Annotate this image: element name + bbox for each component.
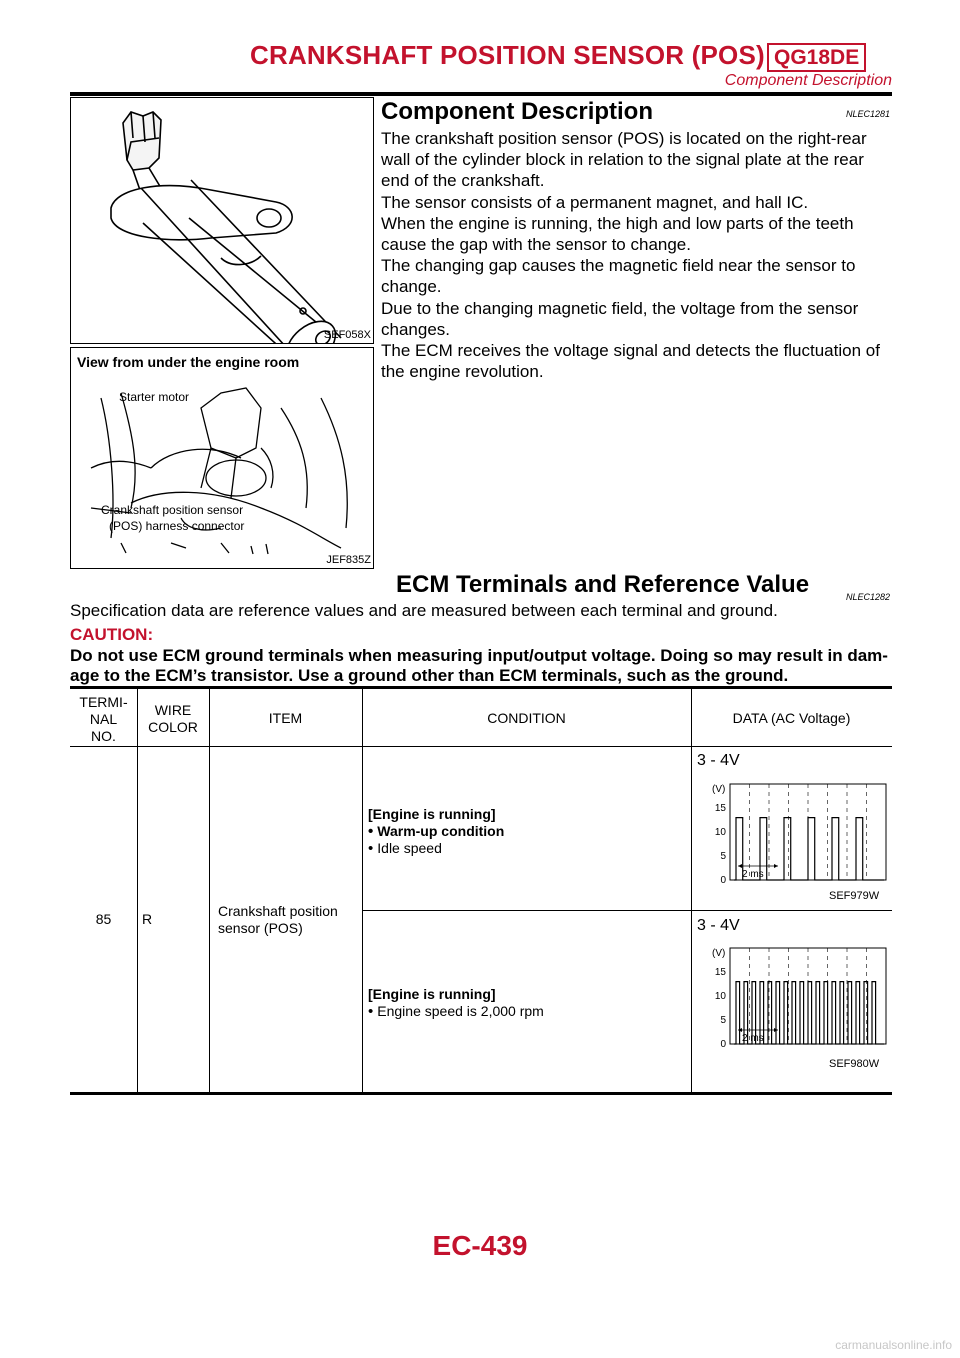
description-body (381, 128, 893, 382)
condition-bullet: • Engine speed is 2,000 rpm (368, 1003, 686, 1020)
description-paragraph: The sensor consists of a permanent magnet, and hall IC. (381, 192, 809, 212)
axis-tick-label: 5 (720, 851, 726, 862)
description-paragraph: Due to the changing magnetic field, the voltage from the sensor changes. (381, 298, 859, 339)
wire-color: R (142, 911, 153, 927)
axis-tick-label: 15 (714, 803, 726, 814)
watermark: carmanualsonline.info (835, 1338, 952, 1352)
header-wire-color: WIRE COLOR (148, 702, 198, 735)
engine-room-illustration (71, 348, 373, 568)
component-description-heading: Component Description (381, 98, 654, 125)
condition-title: [Engine is running] (368, 986, 496, 1002)
table-top-rule (70, 686, 892, 689)
oscilloscope-idle (700, 776, 890, 886)
item-name: Crankshaft position sensor (POS) (218, 903, 338, 936)
section-subtitle: Component Description (724, 72, 892, 89)
axis-tick-label: 5 (720, 1015, 726, 1026)
oscilloscope-2000rpm (700, 940, 890, 1050)
table-column-divider (137, 689, 138, 1092)
ecm-section-heading: ECM Terminals and Reference Value (396, 571, 810, 598)
table-column-divider (691, 689, 692, 1092)
page-number: EC-439 (432, 1230, 528, 1261)
figure-code: SEF979W (829, 890, 880, 902)
connector-label-line2: (POS) harness connector (109, 519, 245, 533)
axis-unit: (V) (712, 784, 726, 795)
caution-heading: CAUTION: (70, 625, 154, 644)
figure-caption: View from under the engine room (77, 354, 300, 370)
table-column-divider (209, 689, 210, 1092)
waveform-chart (700, 940, 890, 1050)
condition-title: [Engine is running] (368, 806, 496, 822)
header-data: DATA (AC Voltage) (732, 710, 851, 726)
time-label: 2 ms (742, 1033, 764, 1044)
axis-tick-label: 0 (720, 875, 726, 886)
description-paragraph: The crankshaft position sensor (POS) is located on the right-rear wall of the cylinder block in relation to the signal plate at the rear end of the crankshaft. (381, 129, 867, 191)
figure-code: SEF058X (323, 329, 371, 341)
table-column-divider (362, 689, 363, 1092)
chapter-title: CRANKSHAFT POSITION SENSOR (POS) (250, 40, 765, 70)
description-paragraph: When the engine is running, the high and low parts of the teeth cause the gap with the sensor to change. (381, 213, 854, 255)
figure-code: SEF980W (829, 1058, 880, 1070)
description-paragraph: The changing gap causes the magnetic field near the sensor to change. (381, 256, 856, 297)
condition-2000rpm (368, 986, 686, 1020)
terminal-number: 85 (95, 911, 112, 927)
reference-code: NLEC1281 (846, 109, 891, 119)
starter-motor-label: Starter motor (119, 390, 190, 404)
voltage-value: 3 - 4V (697, 917, 740, 934)
header-terminal-no: TERMI- NAL NO. (79, 694, 128, 744)
condition-bullet: • Warm-up condition (368, 823, 686, 840)
reference-code: NLEC1282 (846, 592, 891, 602)
table-header-divider (70, 746, 892, 747)
model-badge: QG18DE (767, 43, 866, 72)
voltage-value: 3 - 4V (697, 752, 740, 769)
connector-label-line1: Crankshaft position sensor (101, 503, 244, 517)
axis-tick-label: 15 (714, 967, 726, 978)
condition-idle (368, 806, 686, 857)
header-condition: CONDITION (487, 710, 566, 726)
header-rule (70, 92, 892, 96)
axis-unit: (V) (712, 948, 726, 959)
condition-bullet: • Idle speed (368, 840, 686, 857)
engine-room-figure (70, 347, 374, 569)
crankshaft-sensor-illustration (71, 98, 373, 343)
waveform-chart (700, 776, 890, 886)
axis-tick-label: 10 (714, 827, 726, 838)
sensor-figure (70, 97, 374, 344)
axis-tick-label: 10 (714, 991, 726, 1002)
specification-note: Specification data are reference values and are measured between each terminal and ground. (70, 601, 778, 620)
description-paragraph: The ECM receives the voltage signal and detects the fluctuation of the engine revolution. (381, 341, 880, 382)
table-bottom-rule (70, 1092, 892, 1095)
figure-code: JEF835Z (326, 554, 371, 566)
time-label: 2 ms (742, 869, 764, 880)
header-item: ITEM (268, 710, 303, 726)
axis-tick-label: 0 (720, 1039, 726, 1050)
caution-text: Do not use ECM ground terminals when measuring input/output voltage. Doing so may result in dam-age to the ECM’s transistor. Use a ground other than ECM terminals, such as the ground. (70, 646, 888, 685)
table-row-divider (362, 910, 892, 911)
